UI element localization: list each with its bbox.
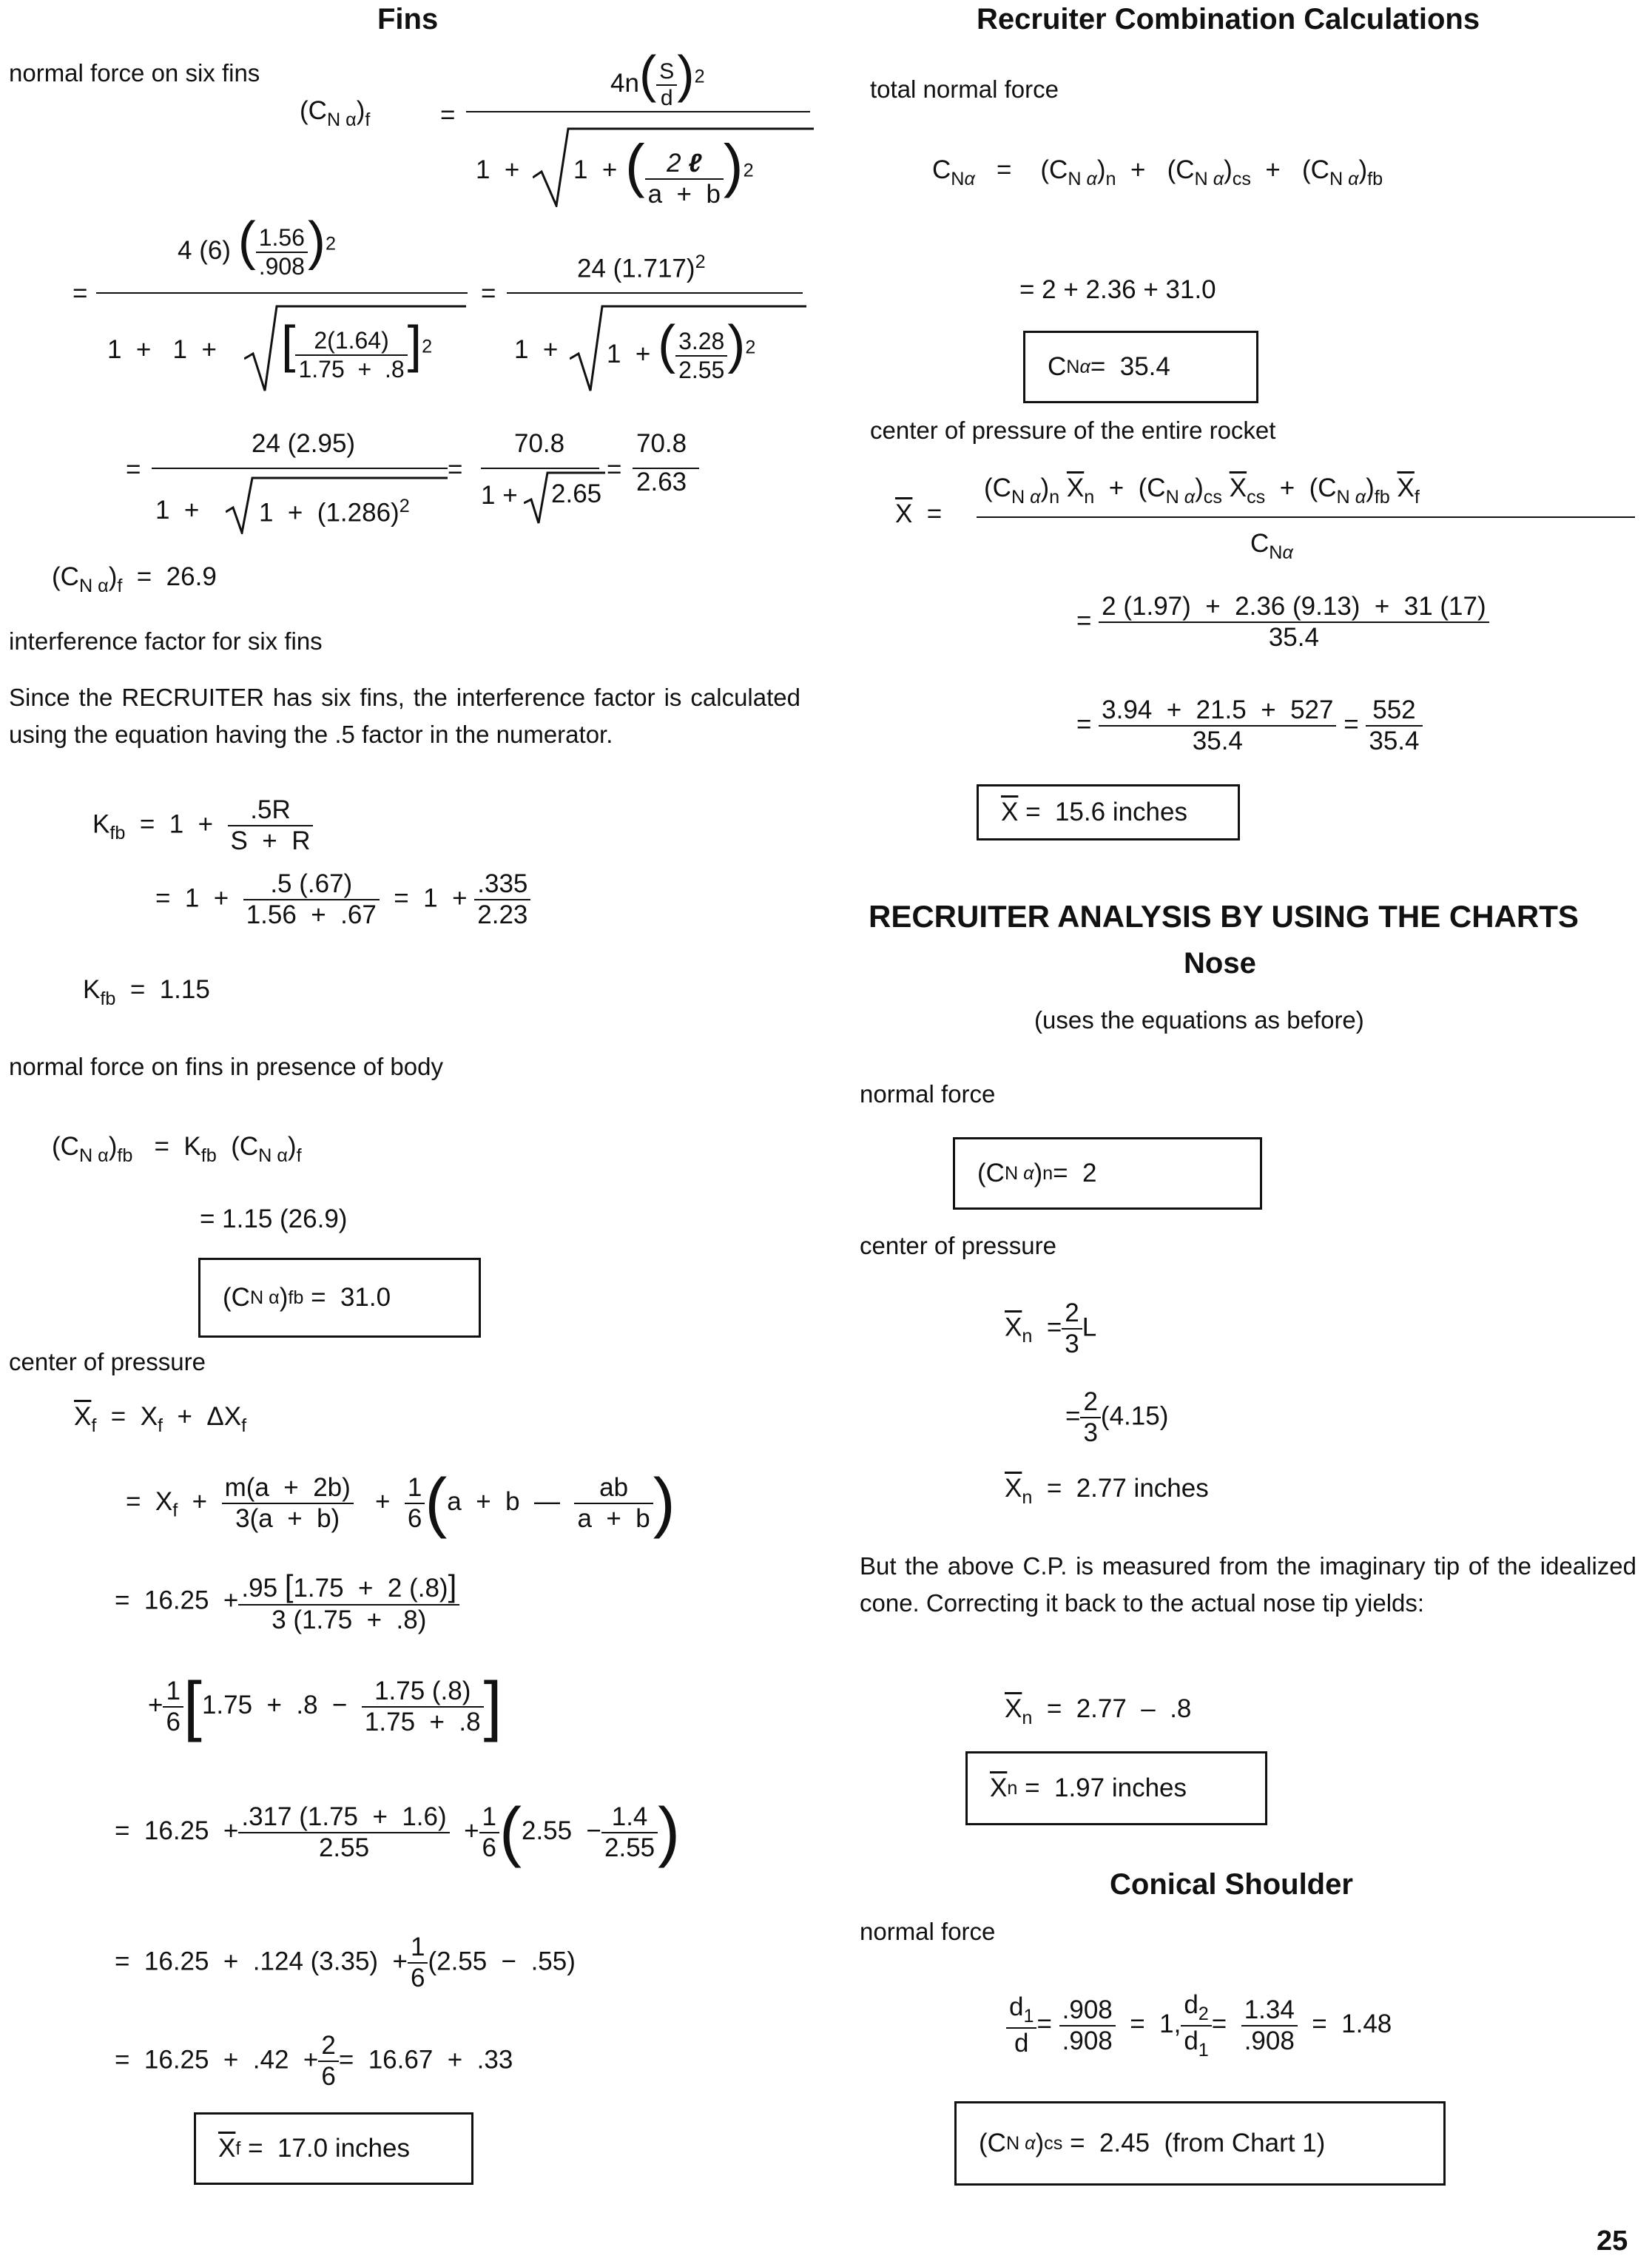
cp-rocket-label: center of pressure of the entire rocket: [870, 417, 1276, 444]
cp-label-right: center of pressure: [860, 1232, 1056, 1259]
total-normal-force-label: total normal force: [870, 75, 1059, 103]
result-box-cna-fb: (C N α ) fb = 31.0: [198, 1258, 481, 1338]
normal-force-label-2: normal force: [860, 1918, 996, 1945]
result-box-xn: $\overline{X}$ n = 1.97 inches: [965, 1751, 1267, 1825]
eq-cna-f-result: $(C_{N \alpha})_f = 26.9$: [52, 562, 217, 596]
charts-section-title: RECRUITER ANALYSIS BY USING THE CHARTS: [869, 899, 1579, 934]
eq-kfb-general: $K_{fb} = 1$ + $\frac{.5R}{S + R}$: [92, 795, 313, 856]
eq-d-ratio: $\frac{d_1}{d}$ = $\frac{.908}{.908}$ = 1, $\frac{d_2}{d_1}$ = $\frac{1.34}{.908}$ = 1.48: [1006, 1990, 1392, 2061]
eq-xn-2: = $\frac{2}{3}$ (4.15): [1065, 1387, 1169, 1447]
result-box-cna: C Nα = 35.4: [1023, 331, 1258, 403]
eq-cna-f-general: $(C_{N \alpha})_f$ = 4n( $\frac{S}{d}$ )$^2$ 1 + 1 + ( $\frac{\text{2 ℓ}}{a + b}$ )$^2$: [300, 44, 817, 215]
eq-x-general: $\overline{X}$ = $(C_{N \alpha})_n$ $\overline{X}_n + (C_{N \alpha})_{cs}$ $\overline{X}_{cs} + (C_{N \alpha})_{fb}$ $\overline{X}_f$ $C_{N\alpha}$: [880, 474, 1642, 577]
eq-row1: = 4 (6) ( $\frac{1.56}{.908}$ )$^2$ 1 + 1 + [ $\frac{2(1.64)}{1.75 + .8}$ ]$^2$ = 24 $(1.717)^2$ 1 + 1 + ( $\frac{3.28}{2.55}$ )$^2$: [67, 211, 814, 425]
result-box-x: $\overline{X}$ = 15.6 inches: [977, 784, 1240, 840]
eq-x-sub2: = $\frac{3.94 + 21.5 + 527}{35.4}$ = $\frac{552}{35.4}$: [1076, 695, 1423, 756]
result-box-cna-n: (C N α ) n = 2: [953, 1137, 1262, 1210]
eq-cna-sum: = 2 + 2.36 + 31.0: [1019, 275, 1216, 304]
eq-xn-3: $\overline{X}_n = 2.77$ inches: [1005, 1474, 1209, 1508]
eq-xf-4: + $\frac{1}{6}$ [1.75 + .8 − $\frac{1.75 (.8)}{1.75 + .8}$ ]: [148, 1669, 502, 1743]
normal-force-label: normal force: [860, 1080, 996, 1108]
correction-paragraph: But the above C.P. is measured from the imaginary tip of the idealized cone. Correcting it back to the actual nose tip yields:: [860, 1552, 1636, 1617]
eq-xf-1: $\overline{X}_f = X_f + \Delta X_f$: [74, 1402, 247, 1436]
conical-shoulder-title: Conical Shoulder: [1110, 1868, 1353, 1901]
eq-xf-7: = 16.25 + .42 + $\frac{2}{6}$ = 16.67 + .33: [115, 2031, 513, 2091]
result-box-xf: $\overline{X}$ f = 17.0 inches: [194, 2112, 473, 2185]
nose-note: (uses the equations as before): [1034, 1006, 1364, 1034]
eq-row2: = 24 (2.95) 1 + $1 + (1.286)^2$ = 70.8 1 + 2.65 = 70.8 2.63: [118, 429, 784, 540]
cp-label-left: center of pressure: [9, 1348, 206, 1375]
eq-kfb-result: $K_{fb} = 1.15$: [83, 975, 210, 1009]
fins-presence-label: normal force on fins in presence of body: [9, 1053, 443, 1080]
eq-cna-fb-general: $(C_{N \alpha})_{fb} = K_{fb}$ $(C_{N \alpha})_f$: [52, 1132, 302, 1166]
eq-xf-3: = 16.25 + $\frac{.95 [1.75 + 2 (.8)]}{3 (1.75 + .8)}$: [115, 1569, 459, 1635]
interference-label: interference factor for six fins: [9, 627, 323, 655]
eq-x-sub1: = $\frac{2 (1.97) + 2.36 (9.13) + 31 (17)}{35.4}$: [1076, 592, 1489, 653]
interference-paragraph: Since the RECRUITER has six fins, the interference factor is calculated using the equation having the .5 factor in the numerator.: [9, 684, 800, 748]
eq-cna-fb-sub: = 1.15 (26.9): [200, 1205, 348, 1233]
combination-title: Recruiter Combination Calculations: [977, 3, 1480, 36]
eq-xf-5: = 16.25 + $\frac{.317 (1.75 + 1.6)}{2.55}$ + $\frac{1}{6}$ (2.55 − $\frac{1.4}{2.55}$ ): [115, 1795, 681, 1869]
page-number: 25: [1597, 2226, 1628, 2257]
eq-xn-1: $\overline{X}_n$ = $\frac{2}{3}$ L: [1005, 1298, 1097, 1358]
eq-kfb-sub: = 1 + $\frac{.5 (.67)}{1.56 + .67}$ = 1 + $\frac{.335}{2.23}$: [155, 869, 530, 930]
eq-xf-2: = $X_f$ + $\frac{m(a + 2b)}{3(a + b)}$ + $\frac{1}{6}$ (a + b — $\frac{ab}{a + b}$ ): [126, 1466, 675, 1540]
right-column: [843, 0, 1652, 2264]
result-box-cna-cs: (C N α ) cs = 2.45 (from Chart 1): [954, 2101, 1446, 2186]
normal-force-six-fins-label: normal force on six fins: [9, 59, 260, 87]
nose-title: Nose: [1184, 947, 1256, 980]
eq-xn-4: $\overline{X}_n = 2.77 - .8$: [1005, 1694, 1192, 1728]
eq-cna-total: $C_{N\alpha}$ = $(C_{N \alpha})_n + (C_{N \alpha})_{cs} + (C_{N \alpha})_{fb}$: [932, 155, 1383, 189]
left-column: [0, 0, 814, 2264]
eq-xf-6: = 16.25 + .124 (3.35) + $\frac{1}{6}$ (2.55 − .55): [115, 1933, 576, 1992]
fins-title: Fins: [377, 3, 439, 36]
